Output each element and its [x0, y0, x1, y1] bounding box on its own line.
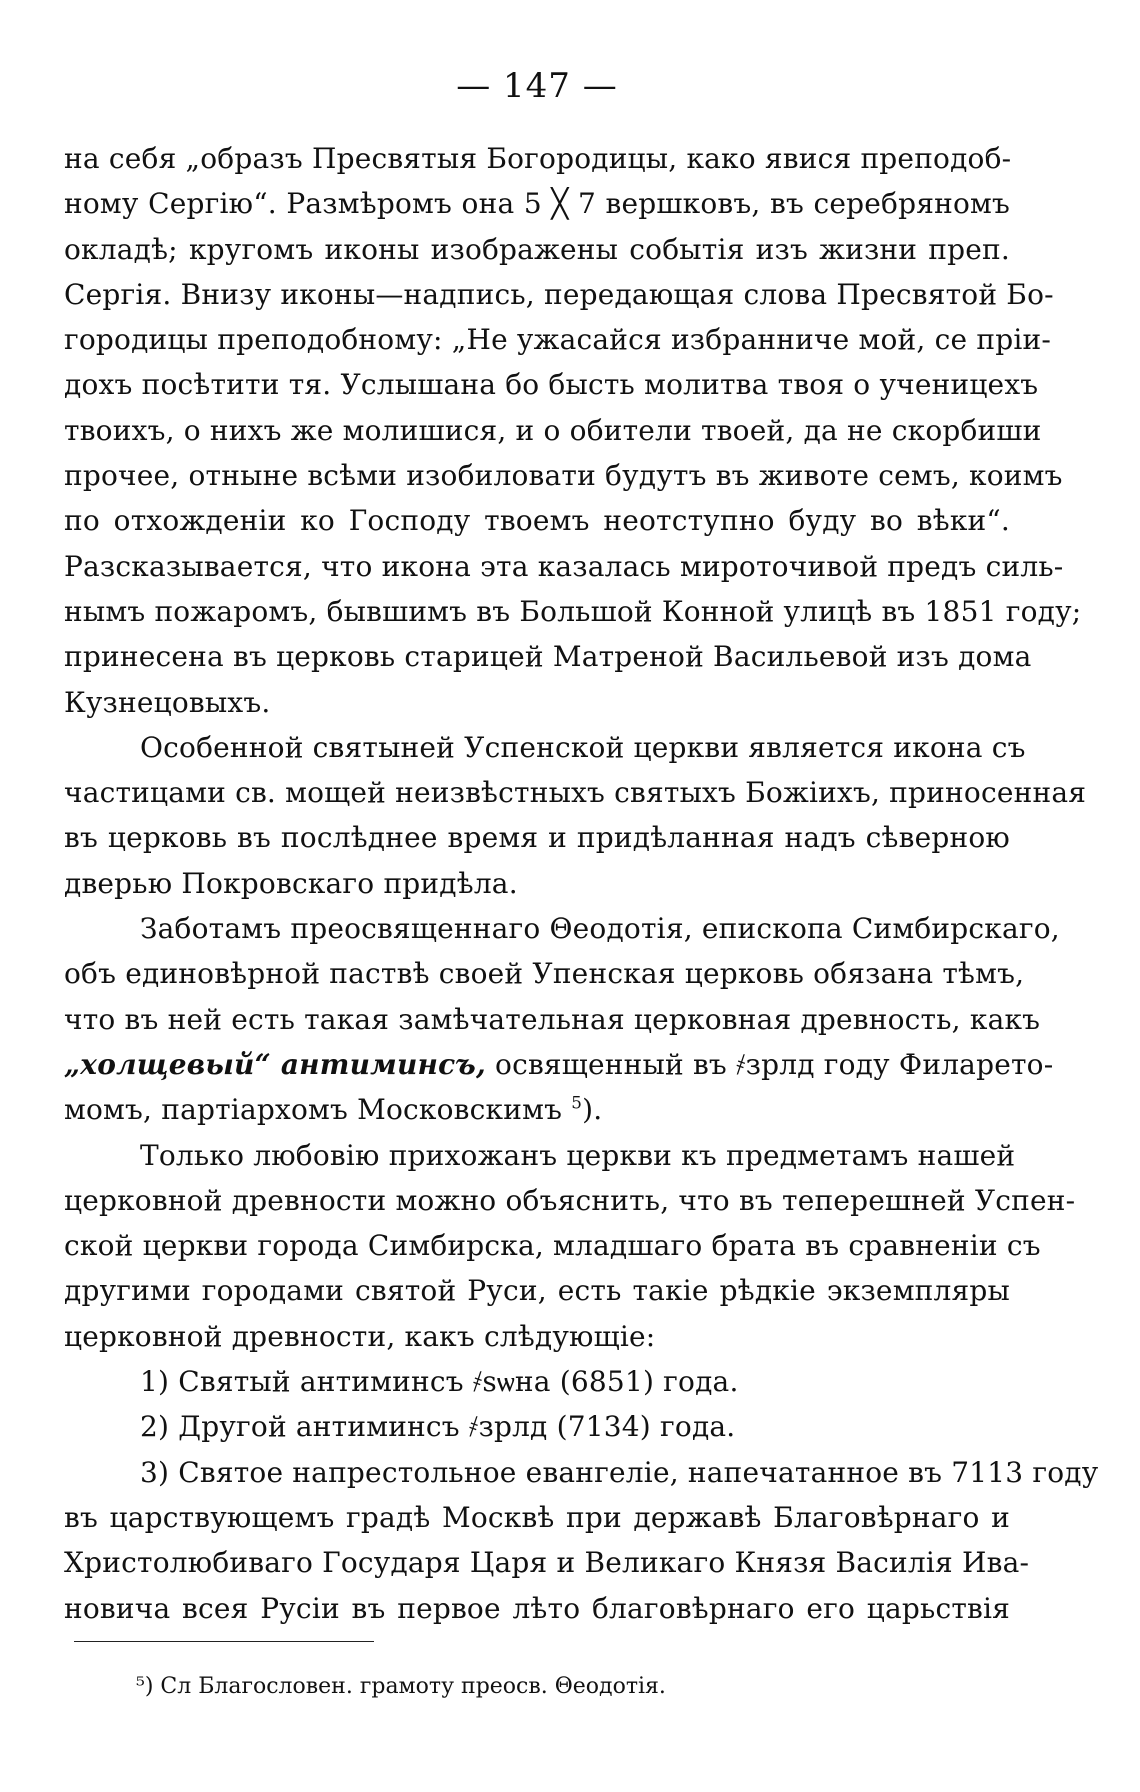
text-line: по отхожденіи ко Господу твоемъ неотступно буду во вѣки“.	[64, 504, 1010, 538]
antiquities-list	[64, 1359, 1010, 1450]
emphasized-term: „холщевый“ антиминсъ,	[64, 1047, 486, 1081]
text-line: окладѣ; кругомъ иконы изображены событія изъ жизни преп.	[64, 232, 1010, 266]
paragraph-relics	[64, 725, 1087, 906]
paragraph-antiquities	[64, 1133, 1076, 1359]
body-text	[64, 136, 1099, 1631]
text-line: въ церковь въ послѣднее время и придѣланная надъ сѣверною	[64, 821, 1010, 855]
paragraph-icon-description	[64, 136, 1082, 725]
text-fragment: ).	[582, 1093, 603, 1127]
paragraph-gospel	[64, 1450, 1099, 1631]
footnote-reference[interactable]: 5	[571, 1092, 583, 1113]
text-line: ному Сергію“. Размѣромъ она 5 ╳ 7 вершковъ, въ серебряномъ	[64, 187, 1010, 221]
text-line: другими городами святой Руси, есть такіе рѣдкіе экземпляры	[64, 1274, 1010, 1308]
text-line: Сергія. Внизу иконы—надпись, передающая слова Пресвятой Бо-	[64, 277, 1054, 311]
list-number: 2)	[140, 1410, 170, 1444]
footnote	[136, 1672, 666, 1702]
footnote-marker: ⁵)	[136, 1674, 154, 1699]
text-fragment: освященный въ	[495, 1047, 727, 1081]
text-line: церковной древности можно объяснить, что въ теперешней Успен-	[64, 1183, 1076, 1217]
text-line: нымъ пожаромъ, бывшимъ въ Большой Конной улицѣ въ 1851 году;	[64, 594, 1082, 628]
church-slavonic-date: ҂зрлд	[736, 1047, 815, 1081]
text-line: церковной древности, какъ слѣдующіе:	[64, 1319, 656, 1353]
text-line: прочее, отныне всѣми изобиловати будутъ въ животе семъ, коимъ	[64, 459, 1063, 493]
footnote-text: Сл Благословен. грамоту преосв. Θеодотія.	[160, 1674, 666, 1699]
text-line: что въ ней есть такая замѣчательная церковная древность, какъ	[64, 1002, 1041, 1036]
list-number: 1)	[140, 1365, 170, 1399]
text-line: Заботамъ преосвященнаго Θеодотія, епископа Симбирскаго,	[140, 912, 1060, 946]
text-line: Христолюбиваго Государя Царя и Великаго Князя Василія Ива-	[64, 1546, 1030, 1580]
text-line: въ царствующемъ градѣ Москвѣ при державѣ Благовѣрнаго и	[64, 1500, 1010, 1534]
text-line: принесена въ церковь старицей Матреной Васильевой изъ дома	[64, 640, 1032, 674]
list-text: Другой антиминсъ	[178, 1410, 460, 1444]
text-line: ской церкви города Симбирска, младшаго брата въ сравненіи съ	[64, 1229, 1041, 1263]
text-line: частицами св. мощей неизвѣстныхъ святыхъ Божіихъ, приносенная	[64, 776, 1087, 810]
text-line: городицы преподобному: „Не ужасайся избранниче мой, се пріи-	[64, 323, 1052, 357]
text-line: Разсказывается, что икона эта казалась мироточивой предъ силь-	[64, 549, 1064, 583]
text-line: Кузнецовыхъ.	[64, 685, 271, 719]
text-line: Только любовію прихожанъ церкви къ предметамъ нашей	[140, 1138, 1016, 1172]
text-line: твоихъ, о нихъ же молишися, и о обители твоей, да не скорбиши	[64, 413, 1042, 447]
text-line: на себя „образъ Пресвятыя Богородицы, како явися преподоб-	[64, 142, 1012, 175]
list-text: (6851) года.	[559, 1365, 739, 1399]
church-slavonic-date: ҂ѕѡна	[472, 1365, 551, 1399]
list-item	[64, 1359, 1010, 1404]
paragraph-antimins	[64, 906, 1060, 1132]
text-line: объ единовѣрной паствѣ своей Упенская церковь обязана тѣмъ,	[64, 957, 1025, 991]
list-text: (7134) года.	[556, 1410, 736, 1444]
page-number: — 147 —	[456, 66, 618, 106]
church-slavonic-date: ҂зрлд	[468, 1410, 548, 1444]
text-fragment: году Филарето-	[823, 1047, 1054, 1081]
text-line	[64, 1042, 1054, 1087]
text-line: новича всея Русіи въ первое лѣто благовѣрнаго его царьствія	[64, 1591, 1010, 1625]
text-line: дверью Покровскаго придѣла.	[64, 866, 518, 900]
text-line	[64, 1087, 1010, 1132]
list-text: Святый антиминсъ	[178, 1365, 464, 1399]
text-line: дохъ посѣтити тя. Услышана бо бысть молитва твоя о ученицехъ	[64, 368, 1039, 402]
footnote-separator	[74, 1641, 374, 1642]
text-fragment: момъ, партіархомъ Московскимъ	[64, 1093, 563, 1127]
list-item	[64, 1404, 1010, 1449]
text-line: 3) Святое напрестольное евангеліе, напечатанное въ 7113 году	[140, 1455, 1099, 1489]
text-line: Особенной святыней Успенской церкви является икона съ	[140, 730, 1026, 764]
document-page	[64, 66, 1099, 1756]
